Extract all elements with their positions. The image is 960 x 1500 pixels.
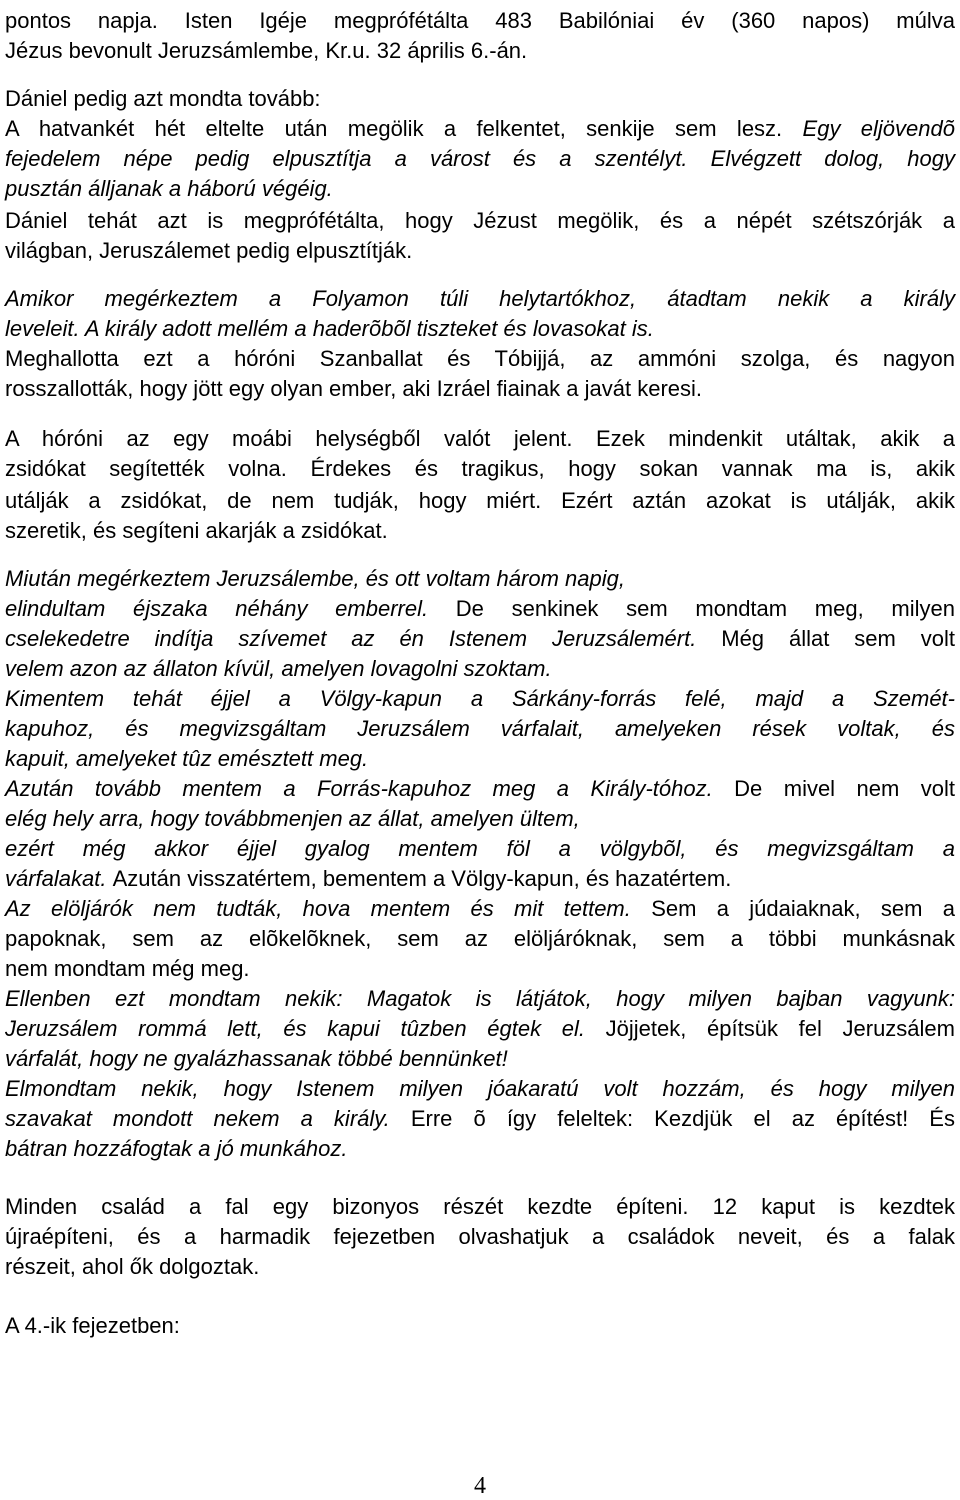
text-segment: Ezért aztán azokat is utálják, akik [561,488,955,513]
text-line [5,864,955,894]
text-segment: pusztán álljanak a háború végéig. [5,176,333,201]
text-segment: világban, Jeruszálemet pedig elpusztítják. [5,238,413,263]
text-line [5,714,955,744]
text-segment: De senkinek sem mondtam meg, milyen [455,596,955,621]
text-segment: Egy eljövendõ [802,116,955,141]
text-segment: Ellenben ezt mondtam nekik: Magatok is látjátok, hogy milyen bajban vagyunk: [5,986,955,1011]
text-segment: Minden család a fal egy bizonyos részét kezdte építeni. [5,1194,713,1219]
text-line [5,516,955,546]
text-segment: Jézus bevonult Jeruzsámlembe, Kr.u. 32 április 6.-án. [5,38,528,63]
text-segment: 12 kaput is kezdtek [712,1194,955,1219]
text-segment: fejedelem népe pedig elpusztítja a várost és a szentélyt. [5,146,711,171]
text-segment: ezért még akkor éjjel gyalog mentem föl a völgybõl, és megvizsgáltam a [5,836,955,861]
text-segment: Elmondtam nekik, hogy Istenem milyen jóakaratú volt hozzám, és hogy milyen [5,1076,955,1101]
text-line [5,454,955,484]
text-line [5,894,955,924]
text-line [5,954,955,984]
text-segment: papoknak, sem az elõkelõknek, sem az elöljáróknak, sem a többi munkásnak [5,926,955,951]
text-line [5,344,955,374]
text-line [5,1222,955,1252]
text-line [5,1252,955,1282]
text-segment: Miután megérkeztem Jeruzsálembe, és ott voltam három napig, [5,566,625,591]
text-segment: újraépíteni, és a harmadik fejezetben olvashatjuk a családok neveit, és a falak [5,1224,955,1249]
text-line [5,486,955,516]
text-line [5,174,955,204]
text-segment: elindultam éjszaka néhány emberrel. [5,596,456,621]
text-line [5,284,955,314]
text-line [5,314,955,344]
text-segment: bátran hozzáfogtak a jó munkához. [5,1136,348,1161]
text-segment: nem mondtam még meg. [5,956,250,981]
text-segment: A hóróni az egy moábi helységből valót jelent. [5,426,596,451]
text-segment: Az elöljárók nem tudták, hova mentem és mit tettem. [5,896,652,921]
text-line [5,834,955,864]
text-segment: szavakat mondott nekem a király. [5,1106,411,1131]
text-segment: Kimentem tehát éjjel a Völgy-kapun a Sárkány-forrás felé, majd a Szemét- [5,686,955,711]
text-line [5,924,955,954]
text-line [5,1014,955,1044]
text-line [5,594,955,624]
text-line [5,144,955,174]
text-line [5,114,955,144]
text-segment: Dániel tehát azt is megprófétálta, hogy Jézust megölik, és a népét szétszórják a [5,208,955,233]
text-segment: Erre õ így feleltek: Kezdjük el az építést! [410,1106,930,1131]
text-segment: És [929,1106,955,1131]
text-line [5,1044,955,1074]
text-line [5,1134,955,1164]
text-segment: elég hely arra, hogy továbbmenjen az állat, amelyen ültem, [5,806,580,831]
text-segment: Jeruzsálem rommá lett, és kapui tûzben égtek el. [5,1016,606,1041]
text-line [5,984,955,1014]
text-segment: Érdekes és tragikus, hogy sokan vannak ma is, akik [310,456,956,481]
text-segment: A 4.-ik fejezetben: [5,1313,180,1338]
text-segment: pontos napja. Isten Igéje megprófétálta 483 Babilóniai év (360 napos) múlva [5,8,955,33]
text-segment: kapuit, amelyeket tûz emésztett meg. [5,746,369,771]
text-line [5,424,955,454]
text-segment: szeretik, és segíteni akarják a zsidókat. [5,518,388,543]
text-segment: Dániel pedig azt mondta tovább: [5,86,321,111]
text-segment: Amikor megérkeztem a Folyamon túli helytartókhoz, átadtam nekik a király [5,286,955,311]
text-segment: A király adott mellém a haderõbõl tiszteket és lovasokat is. [84,316,654,341]
text-segment: cselekedetre indítja szívemet az én Istenem Jeruzsálemért. [5,626,722,651]
text-segment: várfalakat. [5,866,113,891]
text-segment: részeit, ahol ők dolgoztak. [5,1254,260,1279]
text-segment: rosszallották, hogy jött egy olyan ember, aki Izráel fiainak a javát keresi. [5,376,703,401]
text-line [5,36,955,66]
text-line [5,206,955,236]
text-segment: Elvégzett dolog, hogy [710,146,955,171]
text-line [5,774,955,804]
text-segment: zsidókat segítették volna. [5,456,311,481]
text-segment: Azután tovább mentem a Forrás-kapuhoz meg a Király-tóhoz. [5,776,735,801]
text-line [5,564,955,594]
text-segment: velem azon az állaton kívül, amelyen lovagolni szoktam. [5,656,552,681]
text-line [5,654,955,684]
page-number: 4 [474,1473,486,1499]
text-segment: kapuhoz, és megvizsgáltam Jeruzsálem várfalait, amelyeken rések voltak, és [5,716,955,741]
text-segment: Még állat sem volt [721,626,956,651]
text-segment: De mivel nem volt [734,776,955,801]
text-segment: leveleit. [5,316,85,341]
text-line [5,84,955,114]
text-line [5,1074,955,1104]
text-line [5,624,955,654]
text-segment: várfalát, hogy ne gyalázhassanak többé bennünket! [5,1046,508,1071]
text-line [5,236,955,266]
text-segment: Ezek mindenkit utáltak, akik a [595,426,955,451]
text-segment: Sem a júdaiaknak, sem a [651,896,955,921]
text-line [5,1192,955,1222]
text-line [5,1104,955,1134]
text-segment: Meghallotta ezt a hóróni Szanballat és Tóbijjá, az ammóni szolga, és nagyon [5,346,955,371]
text-line [5,684,955,714]
text-line [5,1311,955,1341]
text-line [5,6,955,36]
text-line [5,744,955,774]
text-line [5,374,955,404]
text-segment: utálják a zsidókat, de nem tudják, hogy miért. [5,488,562,513]
text-segment: Jöjjetek, építsük fel Jeruzsálem [605,1016,955,1041]
text-segment: A hatvankét hét eltelte után megölik a felkentet, senkije sem lesz. [5,116,803,141]
text-segment: Azután visszatértem, bementem a Völgy-kapun, és hazatértem. [112,866,732,891]
text-line [5,804,955,834]
